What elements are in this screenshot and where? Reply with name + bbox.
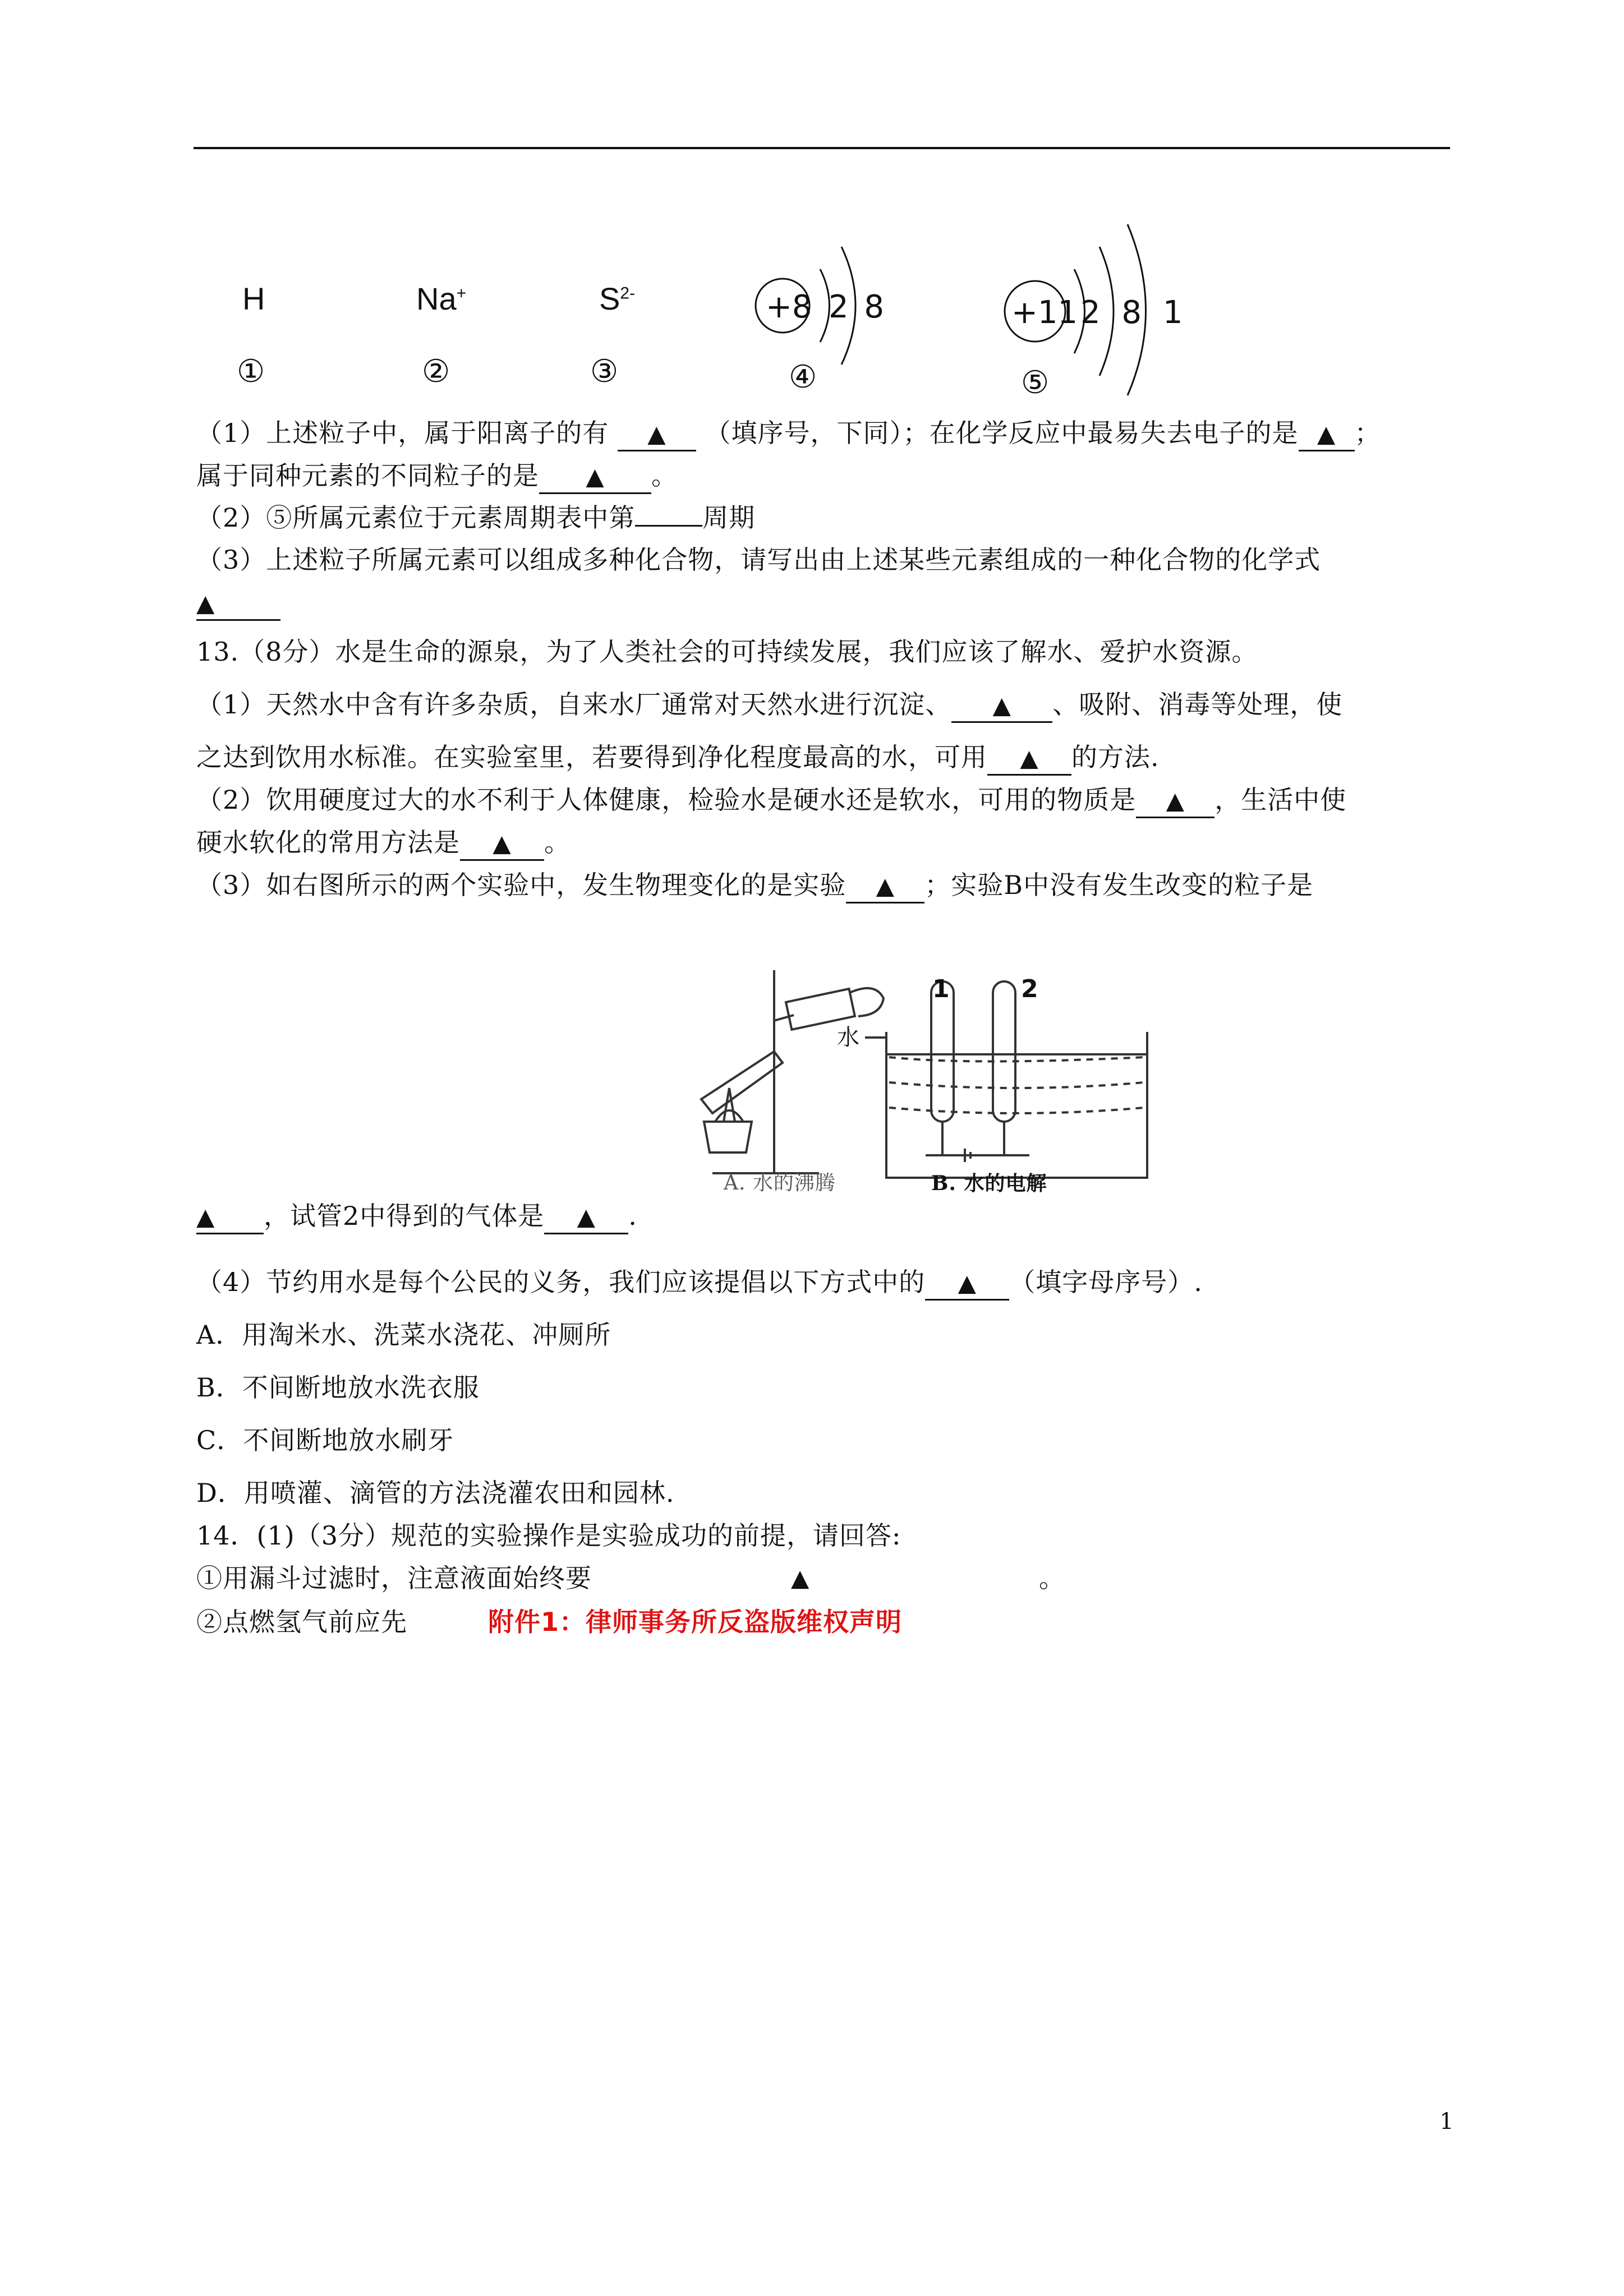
atom-structure-diagrams [0, 0, 1624, 404]
q13-part3-line1: （3）如右图所示的两个实验中，发生物理变化的是实验 ▲ ；实验B中没有发生改变的粒子是 [196, 868, 1313, 903]
q13-title: 13.（8分）水是生命的源泉，为了人类社会的可持续发展，我们应该了解水、爱护水资源。 [196, 637, 1258, 667]
boiling-apparatus [701, 970, 884, 1173]
particle-na-ion: Na+ [416, 281, 467, 316]
q13-part2-line2: 硬水软化的常用方法是 ▲ 。 [196, 826, 571, 861]
electrolysis-apparatus [865, 981, 1147, 1178]
q13-option-d: D．用喷灌、滴管的方法浇灌农田和园林. [196, 1478, 675, 1508]
q13-option-a: A．用淘米水、洗菜水浇花、冲厕所 [196, 1320, 611, 1350]
label-4: ④ [789, 359, 817, 395]
q13-option-c: C．不间断地放水刷牙 [196, 1425, 454, 1455]
answer-blank[interactable]: ▲ [791, 1564, 810, 1592]
answer-blank[interactable]: ▲ [951, 690, 1052, 723]
q14-item1: ①用漏斗过滤时，注意液面始终要 [196, 1563, 592, 1593]
particle-s-ion: $S^{2-}$ [599, 281, 636, 316]
q12-part1-line1: （1）上述粒子中，属于阳离子的有 ▲ （填序号，下同）；在化学反应中最易失去电子的是 ▲ ； [196, 416, 1381, 451]
answer-blank[interactable]: ▲ [196, 588, 280, 621]
q14-item1-end: 。 [1039, 1563, 1065, 1593]
q13-part2-line1: （2）饮用硬度过大的水不利于人体健康，检验水是硬水还是软水，可用的物质是 ▲ ，生活中使 [196, 783, 1346, 818]
q13-part1-line1: （1）天然水中含有许多杂质，自来水厂通常对天然水进行沉淀、 ▲ 、吸附、消毒等处理，使 [196, 688, 1342, 723]
q14-title: 14．(1)（3分）规范的实验操作是实验成功的前提，请回答: [196, 1520, 901, 1551]
nucleus-label-5: +11 [1011, 294, 1078, 331]
label-1: ① [237, 353, 265, 390]
label-5: ⑤ [1021, 365, 1050, 401]
q13-part1-line2: 之达到饮用水标准。在实验室里，若要得到净化程度最高的水，可用 ▲ 的方法. [196, 740, 1160, 776]
q13-option-b: B．不间断地放水洗衣服 [196, 1372, 480, 1403]
fig-water-label: 水 [837, 1025, 860, 1050]
q13-part3-line2: ▲ ，试管2中得到的气体是 ▲ . [196, 1199, 637, 1234]
q12-part1-line2: 属于同种元素的不同粒子的是 ▲ 。 [196, 459, 678, 494]
answer-blank[interactable]: ▲ [539, 461, 651, 494]
shell-numbers-4: 2 8 [829, 289, 885, 325]
answer-blank[interactable]: ▲ [460, 828, 544, 861]
shell-numbers-5: 2 8 1 [1080, 294, 1183, 331]
q14-item2: ②点燃氢气前应先 [196, 1607, 407, 1637]
fig-caption-b: B. 水的电解 [931, 1172, 1047, 1195]
label-3: ③ [590, 353, 619, 390]
answer-blank[interactable] [635, 525, 702, 527]
q12-part3: （3）上述粒子所属元素可以组成多种化合物，请写出由上述某些元素组成的一种化合物的化学式 [196, 545, 1321, 575]
q12-part2: （2）⑤所属元素位于元素周期表中第 周期 [196, 502, 756, 533]
answer-blank[interactable]: ▲ [618, 418, 696, 451]
notice-link[interactable]: 附件1：律师事务所反盗版维权声明 [488, 1607, 903, 1637]
answer-blank[interactable]: ▲ [846, 870, 924, 903]
q13-part4: （4）节约用水是每个公民的义务，我们应该提倡以下方式中的 ▲ （填字母序号）. [196, 1265, 1203, 1301]
answer-blank[interactable]: ▲ [1299, 418, 1355, 451]
particle-h: H [242, 281, 265, 316]
fig-tube-1-label: 1 [932, 975, 950, 1003]
answer-blank[interactable]: ▲ [544, 1201, 628, 1234]
nucleus-label-4: +8 [766, 289, 812, 325]
answer-blank[interactable]: ▲ [925, 1267, 1009, 1301]
answer-blank[interactable]: ▲ [196, 1201, 264, 1234]
q12-part3-answer [196, 585, 280, 621]
fig-caption-a: A. 水的沸腾 [724, 1172, 836, 1195]
answer-blank[interactable]: ▲ [1136, 785, 1214, 818]
page-number: 1 [1439, 2109, 1454, 2134]
label-2: ② [422, 353, 450, 390]
fig-tube-2-label: 2 [1021, 975, 1038, 1003]
answer-blank[interactable]: ▲ [987, 743, 1071, 776]
